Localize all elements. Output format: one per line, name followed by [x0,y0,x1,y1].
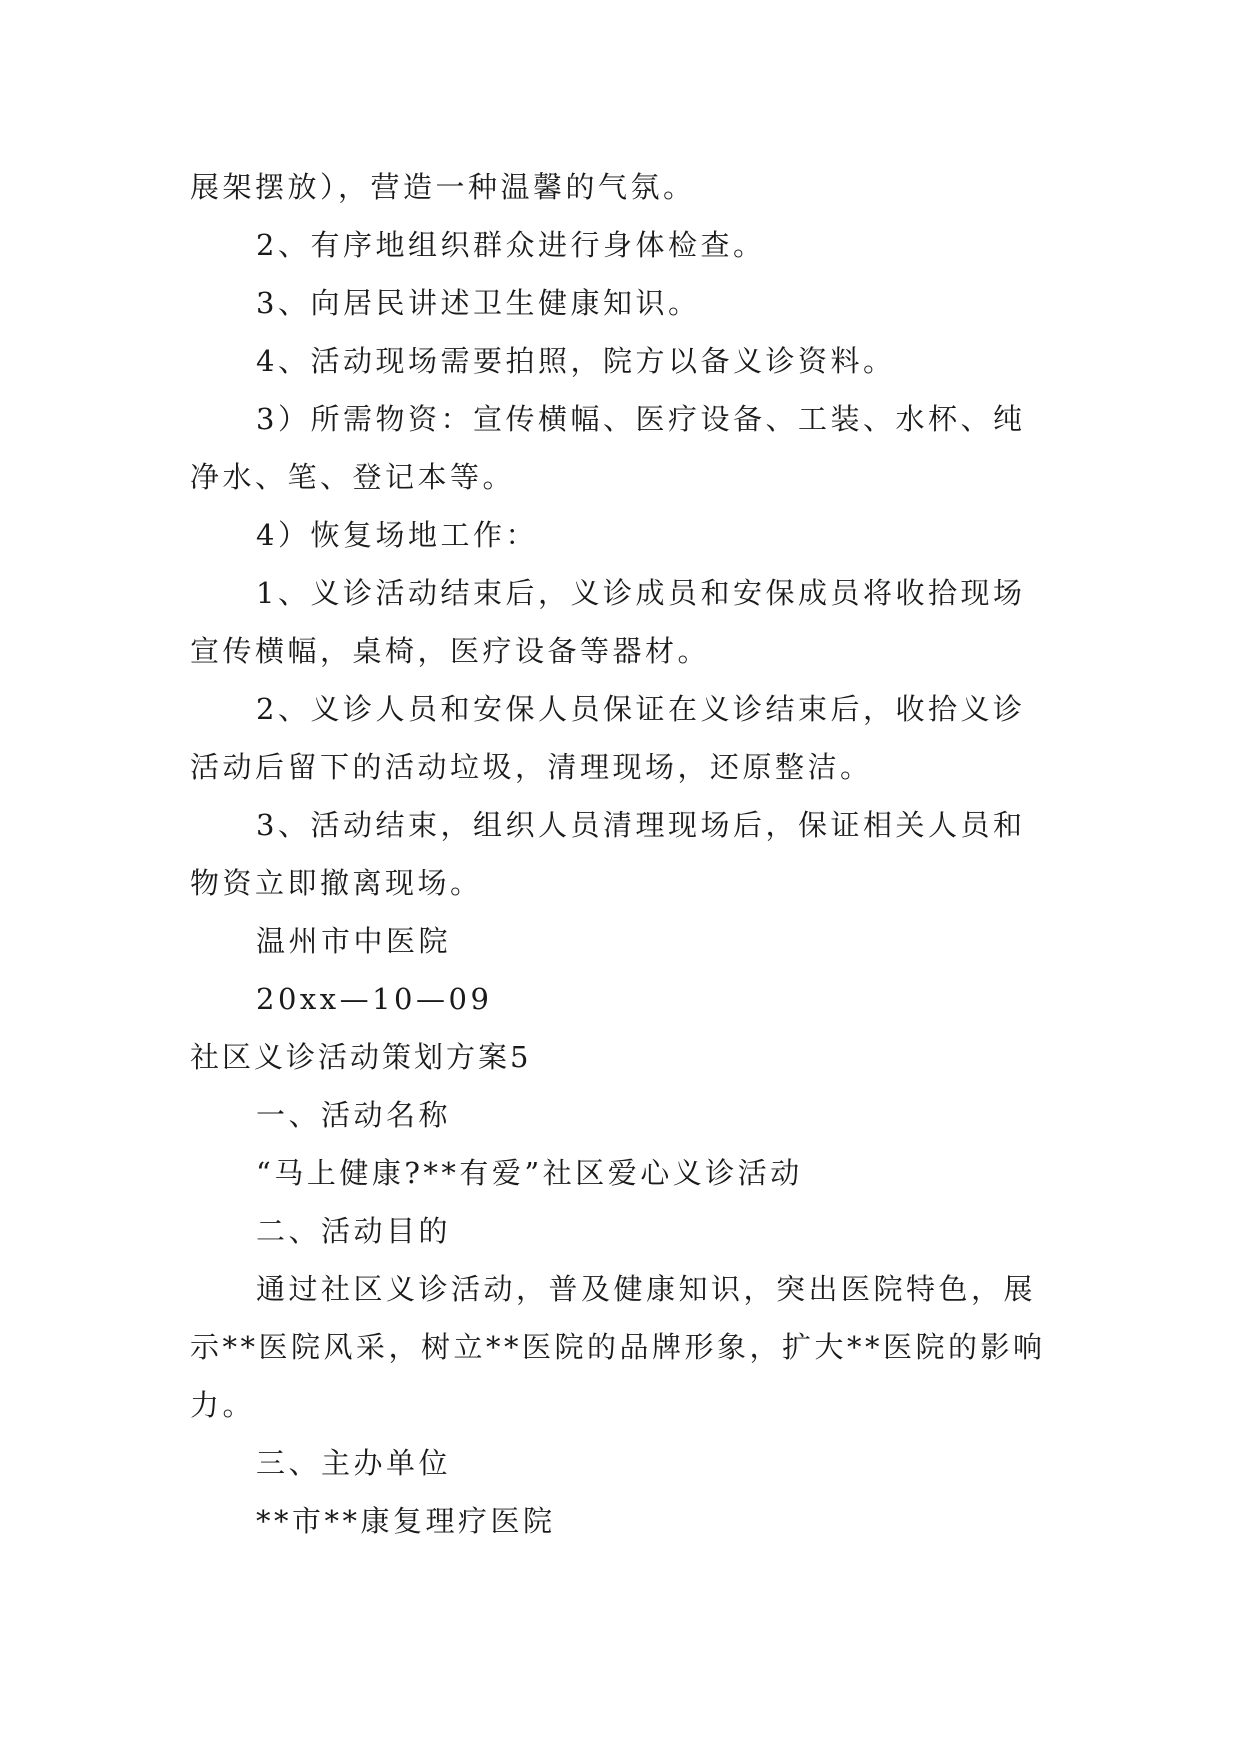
paragraph-line: 示**医院风采，树立**医院的品牌形象，扩大**医院的影响 [190,1330,1046,1364]
paragraph-line: 1、义诊活动结束后，义诊成员和安保成员将收拾现场 [256,576,1026,610]
paragraph-line: 力。 [190,1388,256,1422]
paragraph-line: 3、向居民讲述卫生健康知识。 [256,286,701,320]
paragraph-line: 4、活动现场需要拍照，院方以备义诊资料。 [256,344,896,378]
paragraph-line: 净水、笔、登记本等。 [190,460,516,494]
paragraph-line: **市**康复理疗医院 [256,1504,556,1538]
section-heading: 二、活动目的 [256,1214,452,1248]
section-title: 社区义诊活动策划方案5 [190,1040,532,1074]
paragraph-line: 物资立即撤离现场。 [190,866,483,900]
paragraph-line: 通过社区义诊活动，普及健康知识，突出医院特色，展 [256,1272,1037,1306]
paragraph-line: 活动后留下的活动垃圾，清理现场，还原整洁。 [190,750,873,784]
paragraph-line: 3、活动结束，组织人员清理现场后，保证相关人员和 [256,808,1026,842]
paragraph-line: 展架摆放），营造一种温馨的气氛。 [190,170,696,204]
paragraph-line: 2、有序地组织群众进行身体检查。 [256,228,766,262]
section-heading: 一、活动名称 [256,1098,452,1132]
paragraph-line: 2、义诊人员和安保人员保证在义诊结束后，收拾义诊 [256,692,1026,726]
signature-organization: 温州市中医院 [256,924,452,958]
paragraph-line: 4）恢复场地工作： [256,518,538,552]
paragraph-line: “马上健康?**有爱”社区爱心义诊活动 [256,1156,803,1190]
paragraph-line: 宣传横幅，桌椅，医疗设备等器材。 [190,634,711,668]
signature-date: 20xx—10—09 [256,982,493,1016]
paragraph-line: 3）所需物资：宣传横幅、医疗设备、工装、水杯、纯 [256,402,1026,436]
section-heading: 三、主办单位 [256,1446,452,1480]
document-body [190,158,1060,1550]
